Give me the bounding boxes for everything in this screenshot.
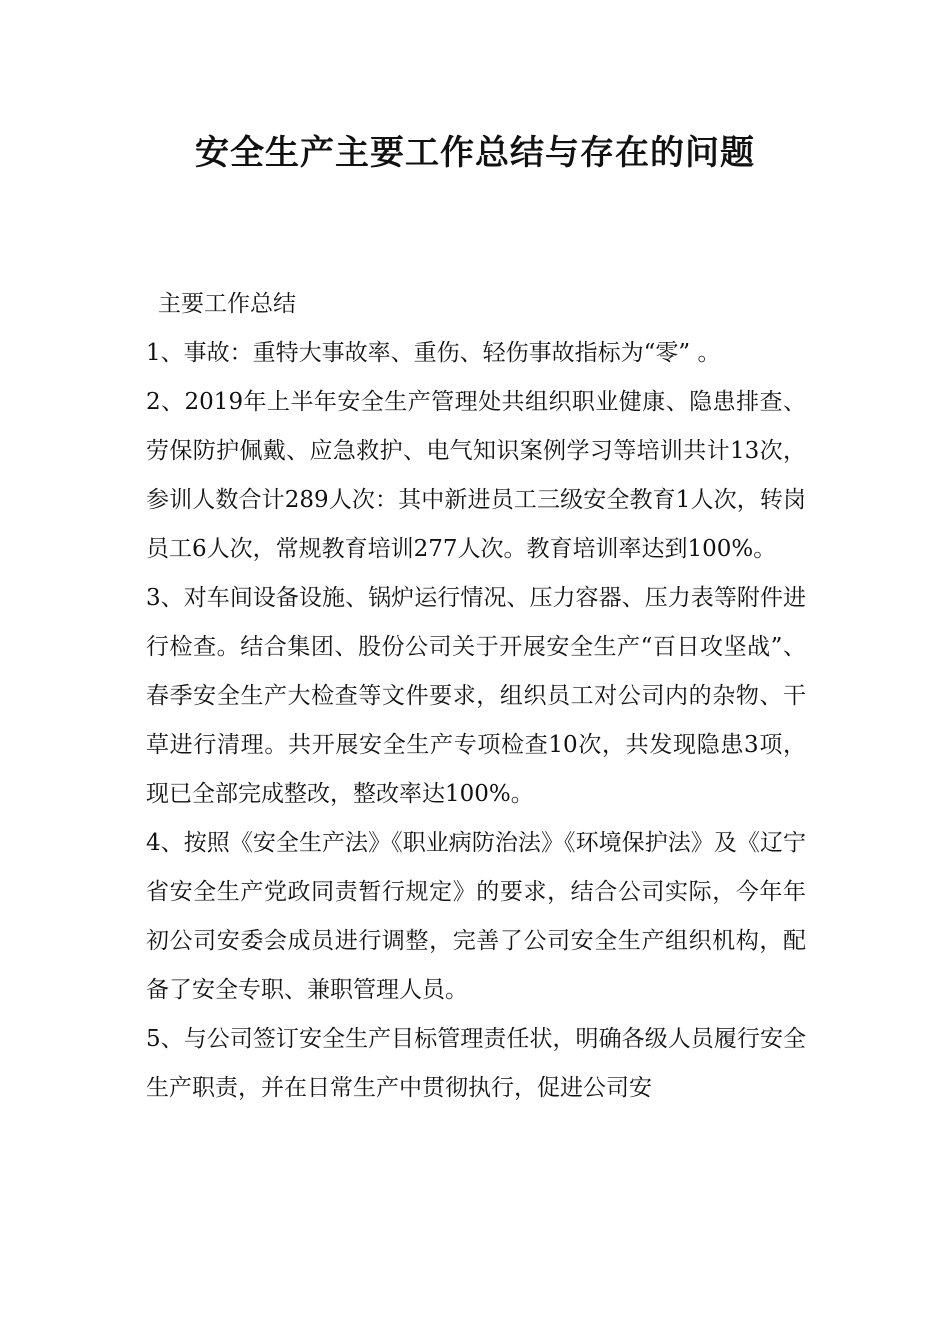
document-title: 安全生产主要工作总结与存在的问题	[195, 133, 755, 173]
paragraph-training: 2、2019年上半年安全生产管理处共组织职业健康、隐患排查、劳保防护佩戴、应急救护、电气知识案例学习等培训共计13次，参训人数合计289人次：其中新进员工三级安全教育1人次，转岗员工6人次，常规教育培训277人次。教育培训率达到100%。	[146, 389, 806, 562]
paragraph-inspection: 3、对车间设备设施、锅炉运行情况、压力容器、压力表等附件进行检查。结合集团、股份公司关于开展安全生产“百日攻坚战”、春季安全生产大检查等文件要求，组织员工对公司内的杂物、干草进行清理。共开展安全生产专项检查10次，共发现隐患3项，现已全部完成整改，整改率达100%。	[146, 585, 806, 807]
paragraph-accident: 1、事故：重特大事故率、重伤、轻伤事故指标为“零” 。	[146, 340, 721, 366]
section-heading: 主要工作总结	[158, 291, 296, 317]
paragraph-responsibility: 5、与公司签订安全生产目标管理责任状，明确各级人员履行安全生产职责，并在日常生产中贯彻执行，促进公司安	[146, 1026, 806, 1101]
paragraph-organization: 4、按照《安全生产法》《职业病防治法》《环境保护法》及《辽宁省安全生产党政同责暂行规定》的要求，结合公司实际，今年年初公司安委会成员进行调整，完善了公司安全生产组织机构，配备了安全专职、兼职管理人员。	[146, 830, 806, 1003]
document-body	[146, 280, 806, 1113]
